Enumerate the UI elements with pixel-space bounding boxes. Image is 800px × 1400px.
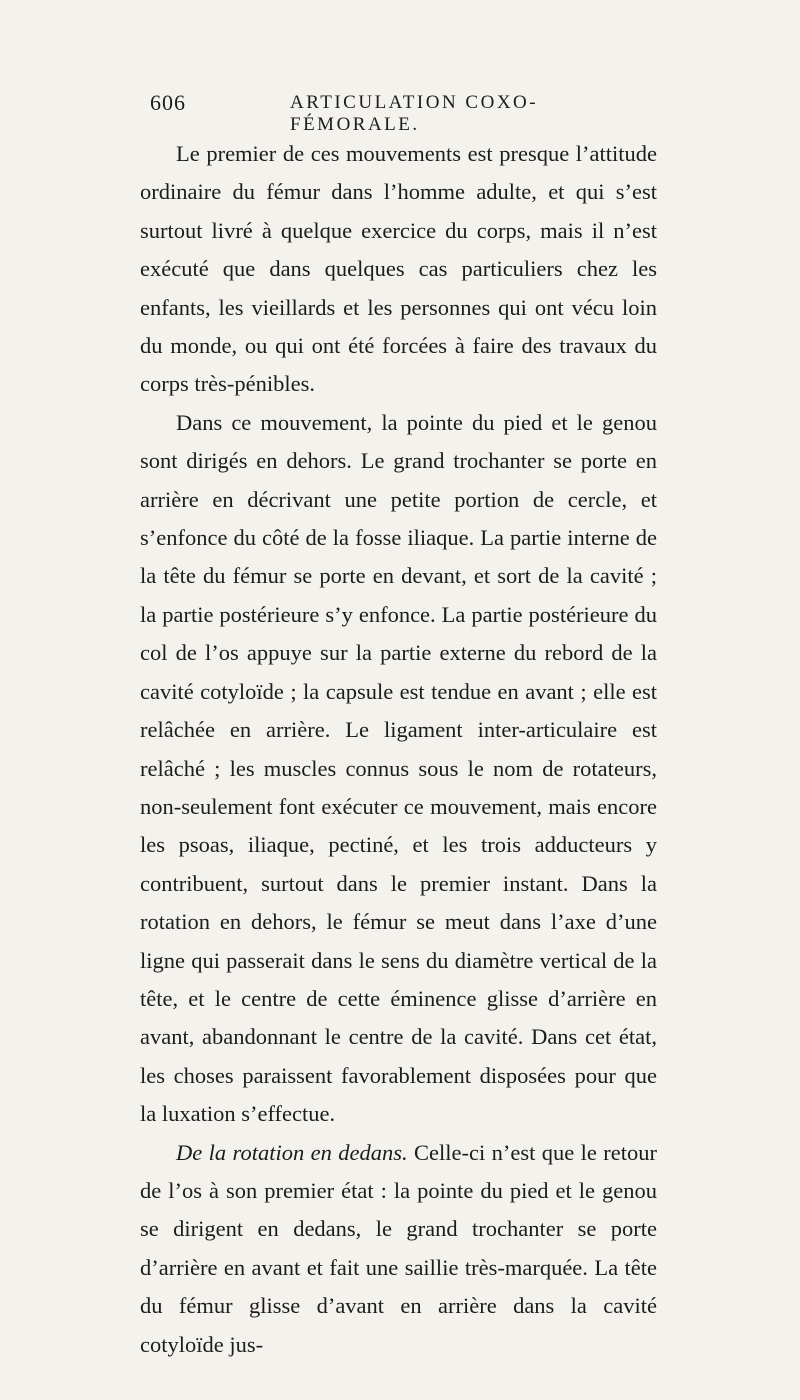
paragraph-2: Dans ce mouvement, la pointe du pied et le genou sont dirigés en dehors. Le grand trochanter se porte en arrière en décrivant une petite portion de cercle, et s’enfonce du côté de la fosse iliaque. La partie interne de la tête du fémur se porte en devant, et sort de la cavité ; la partie postérieure s’y enfonce. La partie postérieure du col de l’os appuye sur la partie externe du rebord de la cavité cotyloïde ; la capsule est tendue en avant ; elle est relâchée en arrière. Le ligament inter-articulaire est relâché ; les muscles connus sous le nom de rotateurs, non-seulement font exécuter ce mouvement, mais encore les psoas, iliaque, pectiné, et les trois adducteurs y contribuent, surtout dans le premier instant. Dans la rotation en dehors, le fémur se meut dans l’axe d’une ligne qui passerait dans le sens du diamètre vertical de la tête, et le centre de cette éminence glisse d’arrière en avant, abandonnant le centre de la cavité. Dans cet état, les choses paraissent favorablement disposées pour que la luxation s’effectue. (140, 409, 657, 1127)
page-number: 606 (150, 90, 186, 115)
body-text (140, 135, 657, 1364)
running-header (150, 90, 660, 135)
paragraph-3-text: Celle-ci n’est que le retour de l’os à son premier état : la pointe du pied et le genou se dirigent en dedans, le grand trochanter se porte d’arrière en avant et fait une saillie très-marquée. La tête du fémur glisse d’avant en arrière dans la cavité cotyloïde jus- (140, 1139, 657, 1357)
paragraph-3 (140, 1134, 657, 1364)
section-heading: De la rotation en dedans. (176, 1139, 408, 1165)
chapter-title: ARTICULATION COXO-FÉMORALE. (290, 92, 539, 135)
paragraph-1: Le premier de ces mouvements est presque l’attitude ordinaire du fémur dans l’homme adulte, et qui s’est surtout livré à quelque exercice du corps, mais il n’est exécuté que dans quelques cas particuliers chez les enfants, les vieillards et les personnes qui ont vécu loin du monde, ou qui ont été forcées à faire des travaux du corps très-pénibles. (140, 141, 657, 397)
